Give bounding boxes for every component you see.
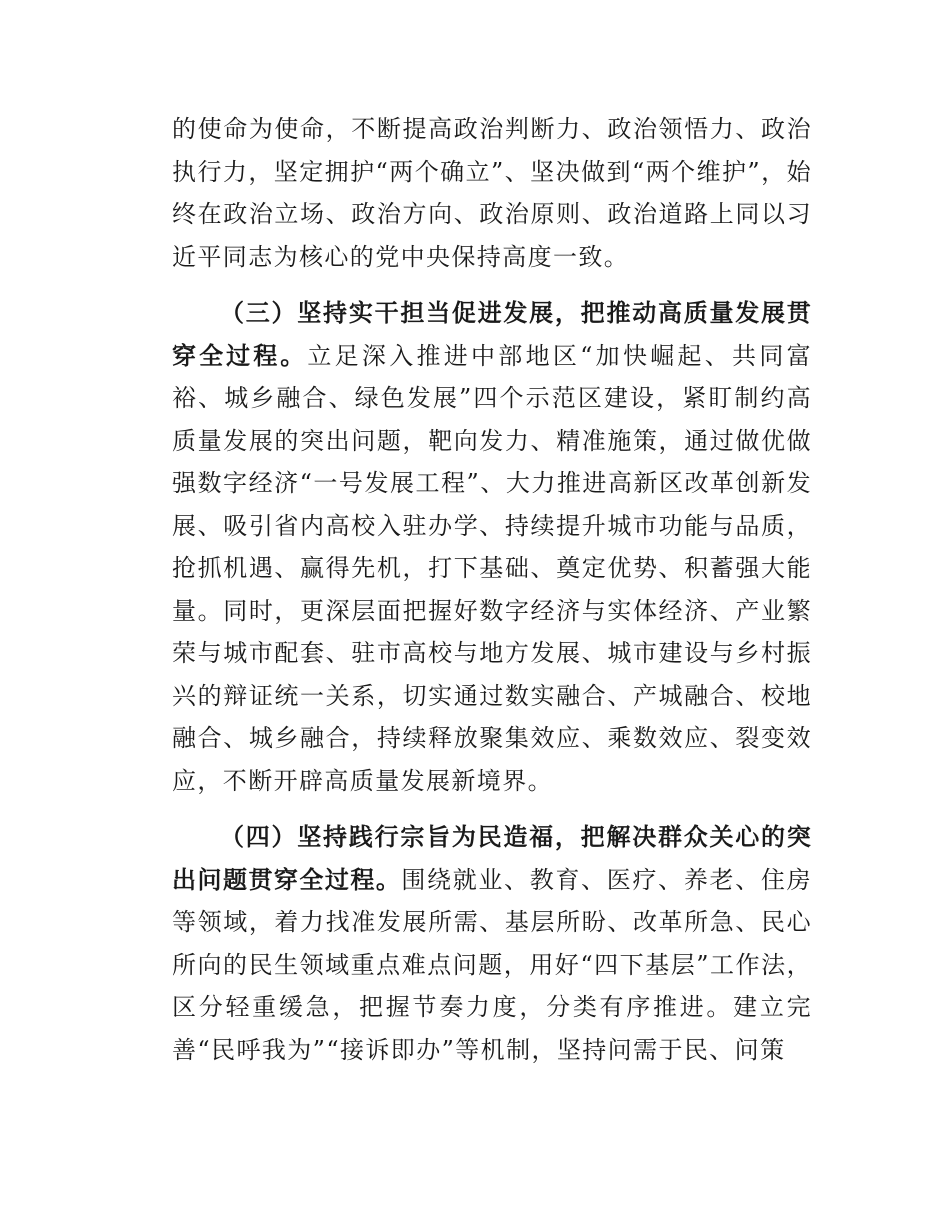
section-heading-3: （三）坚持实干担当促进发展，把推动高质量发展贯穿全过程。 <box>172 299 812 370</box>
document-body <box>172 108 812 1071</box>
paragraph-section-3 <box>172 292 812 802</box>
section-heading-4: （四）坚持践行宗旨为民造福，把解决群众关心的突出问题贯穿全过程。 <box>172 823 812 894</box>
paragraph-body: 立足深入推进中部地区“加快崛起、共同富裕、城乡融合、绿色发展”四个示范区建设，紧盯制约高质量发展的突出问题，靶向发力、精准施策，通过做优做强数字经济“一号发展工程”、大力推进高新区改革创新发展、吸引省内高校入驻办学、持续提升城市功能与品质，抢抓机遇、赢得先机，打下基础、奠定优势、积蓄强大能量。同时，更深层面把握好数字经济与实体经济、产业繁荣与城市配套、驻市高校与地方发展、城市建设与乡村振兴的辩证统一关系，切实通过数实融合、产城融合、校地融合、城乡融合，持续释放聚集效应、乘数效应、裂变效应，不断开辟高质量发展新境界。 <box>172 341 812 795</box>
paragraph-body: 的使命为使命，不断提高政治判断力、政治领悟力、政治执行力，坚定拥护“两个确立”、坚决做到“两个维护”，始终在政治立场、政治方向、政治原则、政治道路上同以习近平同志为核心的党中央保持高度一致。 <box>172 115 812 271</box>
paragraph-continuation <box>172 108 812 278</box>
paragraph-section-4 <box>172 816 812 1071</box>
paragraph-body: 围绕就业、教育、医疗、养老、住房等领域，着力找准发展所需、基层所盼、改革所急、民心所向的民生领域重点难点问题，用好“四下基层”工作法，区分轻重缓急，把握节奏力度，分类有序推进。建立完善“民呼我为”“接诉即办”等机制，坚持问需于民、问策 <box>172 865 812 1064</box>
